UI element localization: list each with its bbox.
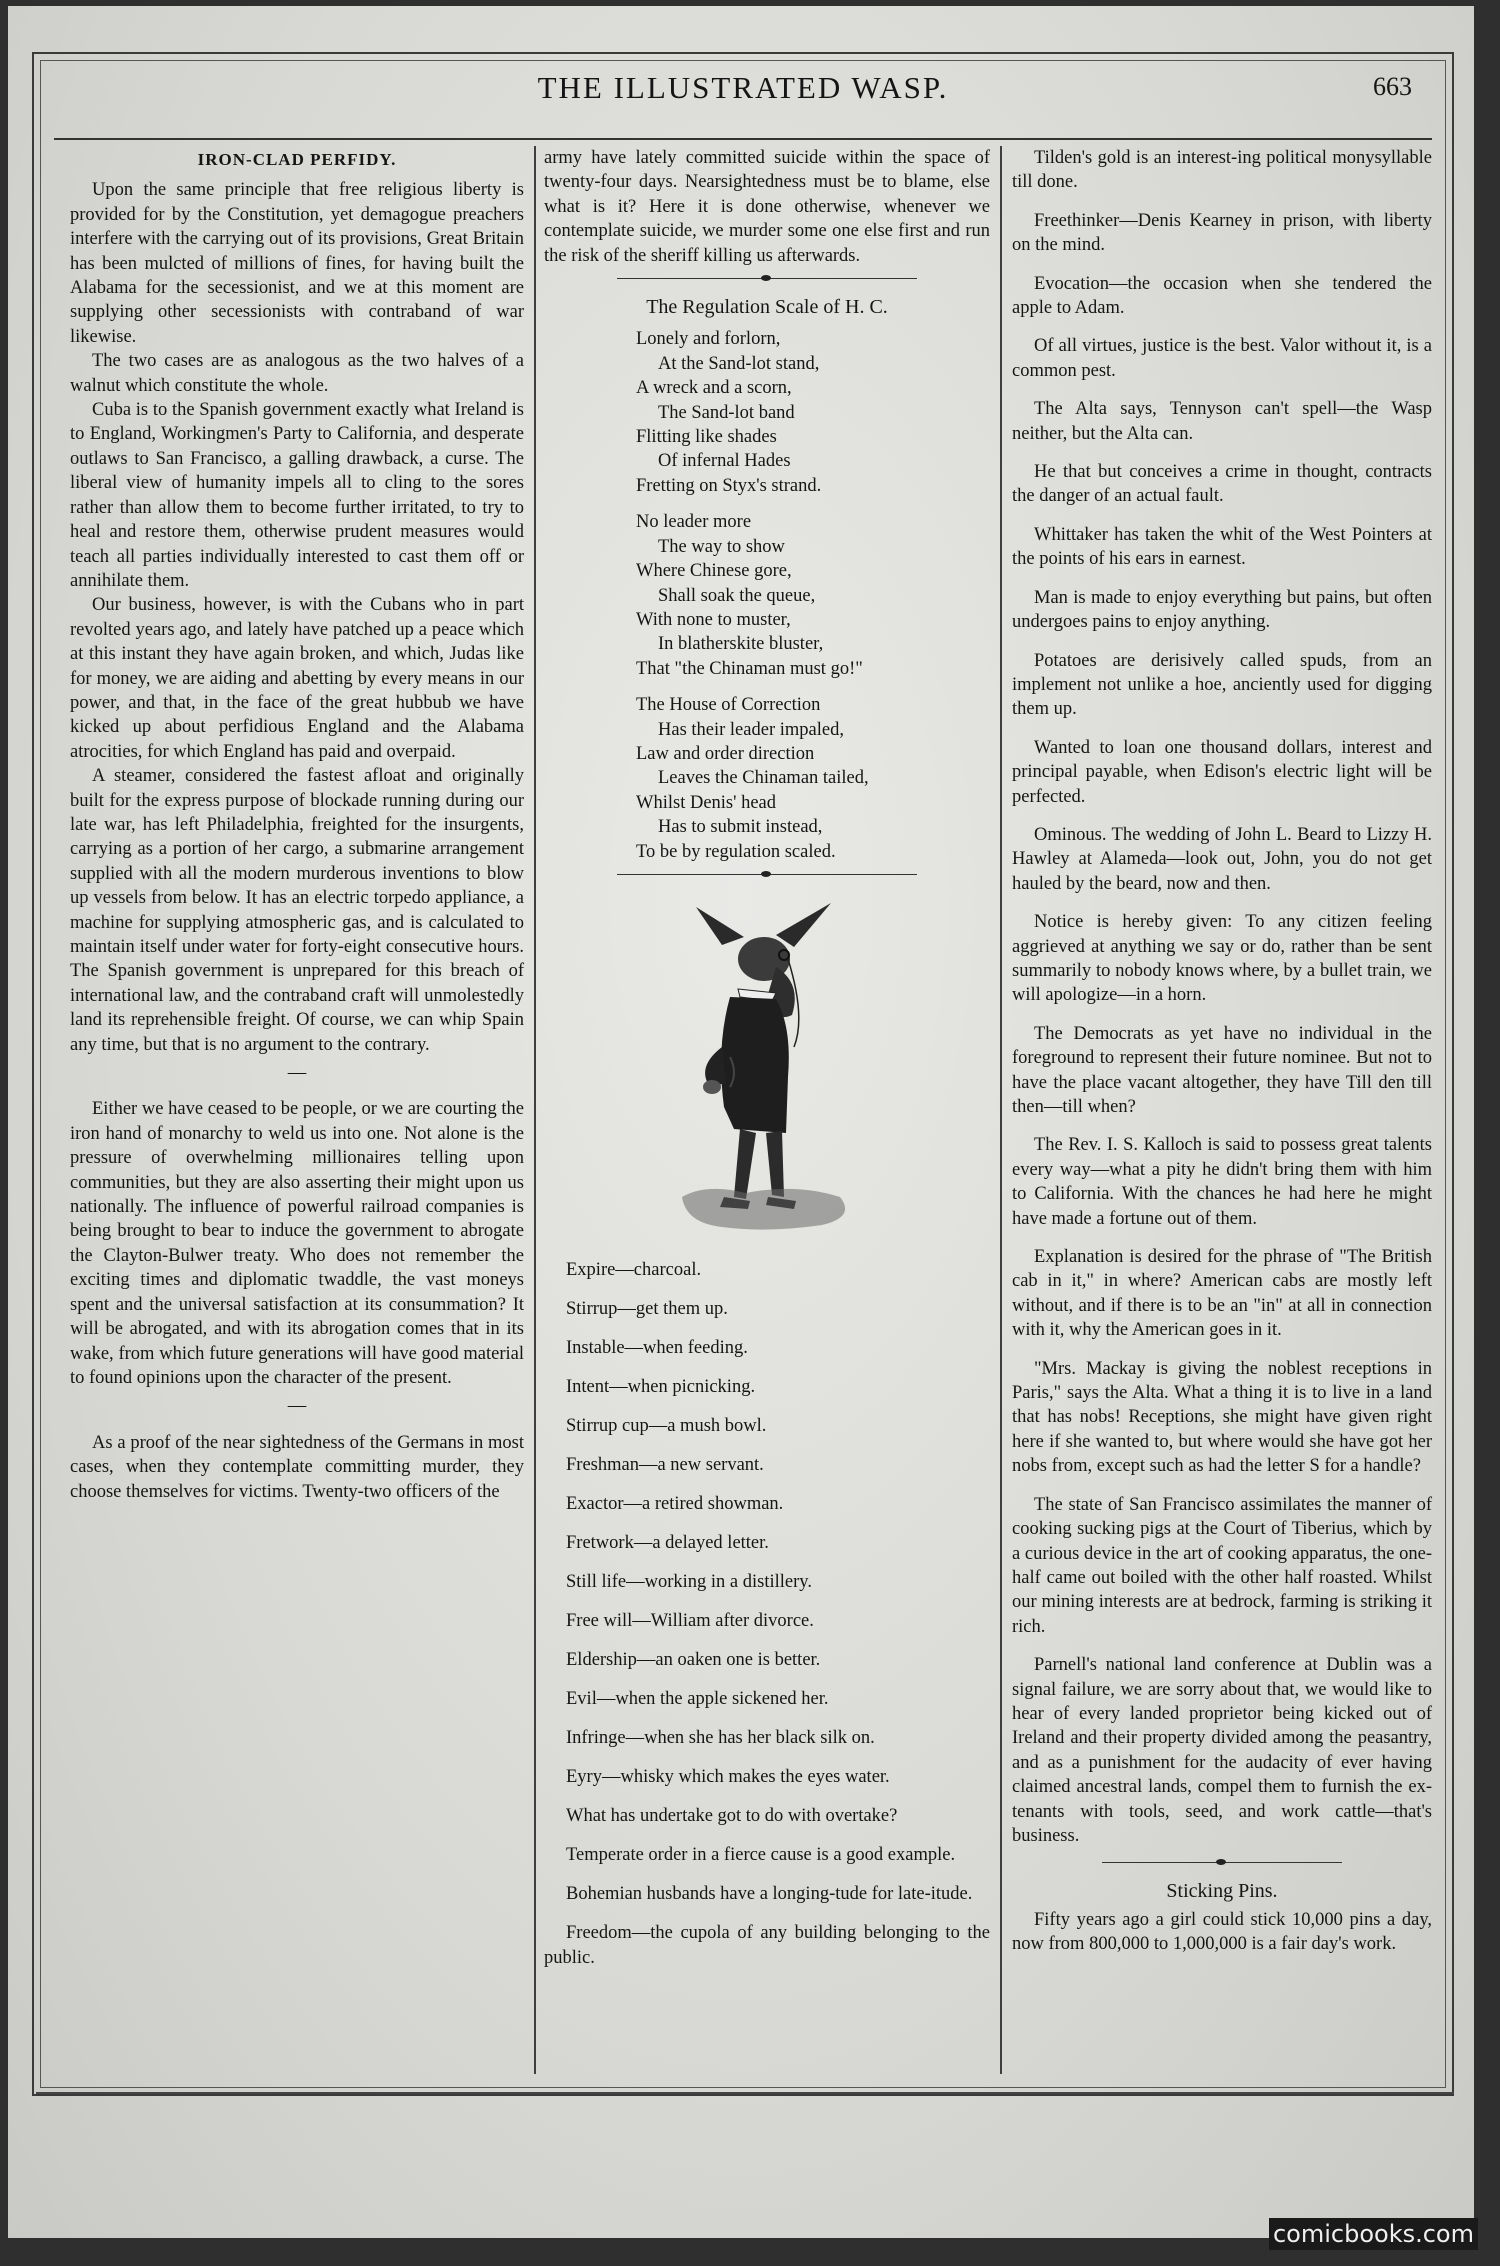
poem-line: A wreck and a scorn, bbox=[636, 378, 792, 399]
joke-item: Still life—working in a distillery. bbox=[566, 1572, 812, 1593]
joke-item: Stirrup—get them up. bbox=[566, 1299, 728, 1320]
paragraphs-list bbox=[1012, 146, 1432, 1848]
poem-line: No leader more bbox=[636, 512, 752, 533]
poem-title: The Regulation Scale of H. C. bbox=[646, 296, 888, 319]
paragraph: He that but conceives a crime in thought, contracts the danger of an actual fault. bbox=[1012, 462, 1432, 507]
ornament-divider bbox=[617, 874, 917, 879]
poem-line: Has to submit instead, bbox=[658, 817, 823, 838]
joke-item: Stirrup cup—a mush bowl. bbox=[566, 1416, 767, 1437]
poem-line: Leaves the Chinaman tailed, bbox=[658, 768, 869, 789]
poem-line: Law and order direction bbox=[636, 743, 815, 764]
section-dash: — bbox=[287, 1063, 307, 1084]
ornament-divider bbox=[1102, 1862, 1342, 1867]
poem-line: Has their leader impaled, bbox=[658, 719, 844, 740]
joke-item: Exactor—a retired showman. bbox=[566, 1494, 784, 1515]
paragraph: Parnell's national land conference at Dublin was a signal failure, we are sorry about that, we would like to hear of every landed proprietor being kicked out of Ireland and their property divided among the peasantry, and as a punishment for the audacity of ever having claimed ancestral lands, compel them to furnish the ex-tenants with tools, seed, and work cattle—that's business. bbox=[1012, 1655, 1432, 1846]
joke-item: Temperate order in a fierce cause is a good example. bbox=[566, 1845, 956, 1866]
newspaper-page bbox=[8, 6, 1474, 2238]
joke-item: Evil—when the apple sickened her. bbox=[566, 1689, 829, 1710]
poem-line: Of infernal Hades bbox=[658, 451, 791, 472]
paragraph: The Rev. I. S. Kalloch is said to possess great talents every way—what a pity he didn't bring them with him to California. With the chances he had here he might have made a fortune out of them. bbox=[1012, 1135, 1432, 1229]
jokes-list bbox=[544, 1258, 990, 1970]
paragraph: Potatoes are derisively called spuds, from an implement not unlike a hoe, anciently used for digging them up. bbox=[1012, 650, 1432, 720]
paragraph: A steamer, considered the fastest afloat and originally built for the express purpose of blockade running during our late war, has left Philadelphia, freighted for the insurgents, carrying as a portion of her cargo, a submarine arrangement supplied with all the modern murderous inventions to blow up vessels from below. It has an electric torpedo appliance, a machine for supplying atmospheric gas, and is calculated to maintain itself under water for forty-eight consecutive hours. The Spanish government is unprepared for this breach of international law, and the contraband craft will unmolestedly land its reprehensible freight. Of course, we can whip Spain any time, but that is no argument to the contrary. bbox=[70, 766, 524, 1055]
joke-item: Infringe—when she has her black silk on. bbox=[566, 1728, 875, 1749]
joke-item: Free will—William after divorce. bbox=[566, 1611, 814, 1632]
joke-item: Expire—charcoal. bbox=[566, 1260, 702, 1281]
header-rule bbox=[54, 138, 1432, 140]
paragraph: The Alta says, Tennyson can't spell—the Wasp neither, but the Alta can. bbox=[1012, 399, 1432, 444]
paragraph: The Democrats as yet have no individual in the foreground to represent their future nominee. But not to have the place vacant altogether, they have Till den till then—till when? bbox=[1012, 1023, 1432, 1117]
joke-item: Eldership—an oaken one is better. bbox=[566, 1650, 821, 1671]
paragraph: Of all virtues, justice is the best. Valor without it, is a common pest. bbox=[1012, 336, 1432, 381]
poem-line: The way to show bbox=[658, 536, 785, 557]
paragraph: Fifty years ago a girl could stick 10,000 pins a day, now from 800,000 to 1,000,000 is a fair day's work. bbox=[1012, 1909, 1432, 1955]
poem-line: In blatherskite bluster, bbox=[658, 634, 824, 655]
joke-item: What has undertake got to do with overtake? bbox=[566, 1806, 898, 1827]
paragraph: Ominous. The wedding of John L. Beard to Lizzy H. Hawley at Alameda—look out, John, you do not get hauled by the beard, now and then. bbox=[1012, 824, 1432, 894]
donkey-caricature-illustration bbox=[626, 897, 916, 1237]
column-divider bbox=[1000, 146, 1002, 2074]
poem-line: The House of Correction bbox=[636, 695, 821, 716]
joke-item: Instable—when feeding. bbox=[566, 1338, 748, 1359]
poem-line: Shall soak the queue, bbox=[658, 585, 816, 606]
paragraph: Tilden's gold is an interest-ing political monysyllable till done. bbox=[1012, 148, 1432, 193]
page-border bbox=[32, 52, 1454, 2096]
article-title: IRON-CLAD PERFIDY. bbox=[197, 150, 397, 169]
paragraph: Evocation—the occasion when she tendered the apple to Adam. bbox=[1012, 273, 1432, 319]
poem-line: Where Chinese gore, bbox=[636, 561, 792, 582]
paragraph: The state of San Francisco assimilates the manner of cooking sucking pigs at the Court of Tiberius, which by a curious device in the art of cooking apparatus, the one-half came out boiled with the other half roasted. Whilst our mining interests are at bedrock, farming is striking it rich. bbox=[1012, 1494, 1432, 1637]
joke-item: Bohemian husbands have a longing-tude for late-itude. bbox=[566, 1884, 973, 1905]
paragraph: Wanted to loan one thousand dollars, interest and principal payable, when Edison's electric light will be perfected. bbox=[1012, 737, 1432, 807]
paragraph: Either we have ceased to be people, or we are courting the iron hand of monarchy to weld us into one. Not alone is the pressure of overwhelming millionaires telling upon communities, but they are also asserting their might upon us nationally. The influence of powerful railroad companies is being brought to bear to induce the government to abrogate the Clayton-Bulwer treaty. Who does not remember the exciting times and diplomatic twaddle, the vast moneys spent and the universal satisfaction at its consummation? It will be abrogated, and with its abrogation comes that in its wake, from which future generations will have good material to found opinions upon the character of the present. bbox=[70, 1099, 524, 1388]
column-2 bbox=[544, 146, 990, 1985]
paragraph: Upon the same principle that free religious liberty is provided for by the Constitution, yet demagogue preachers interfere with the carrying out of its provisions, Great Britain has been mulcted of millions of fines, for having built the Alabama for the secessionist, and we at this moment are supplying other secessionists with contraband of war likewise. bbox=[70, 180, 524, 347]
paragraph: Freethinker—Denis Kearney in prison, with liberty on the mind. bbox=[1012, 210, 1432, 256]
poem-line: Fretting on Styx's strand. bbox=[636, 475, 822, 496]
bottom-rule bbox=[36, 2092, 1454, 2104]
poem-line: That "the Chinaman must go!" bbox=[636, 658, 863, 679]
page-number: 663 bbox=[1373, 72, 1412, 101]
poem-line: With none to muster, bbox=[636, 609, 791, 630]
paragraph: Cuba is to the Spanish government exactly what Ireland is to England, Workingmen's Party to California, and desperate outlaws to San Francisco, a galling drawback, a curse. The liberal view of humanity impels all to cling to the sores rather than allow them to become further irritated, to try to heal and restore them, otherwise prudent measures would teach all parties individually interested to cast them off or annihilate them. bbox=[70, 400, 524, 591]
ornament-divider bbox=[617, 278, 917, 283]
paragraph: Man is made to enjoy everything but pains, but often undergoes pains to enjoy anything. bbox=[1012, 587, 1432, 633]
paragraph: Whittaker has taken the whit of the West Pointers at the points of his ears in earnest. bbox=[1012, 524, 1432, 570]
poem-line: To be by regulation scaled. bbox=[636, 841, 836, 862]
poem-line: At the Sand-lot stand, bbox=[658, 353, 820, 374]
column-3 bbox=[1012, 146, 1432, 1957]
column-1 bbox=[70, 146, 524, 1504]
poem-line: The Sand-lot band bbox=[658, 402, 795, 423]
paragraph: "Mrs. Mackay is giving the noblest receptions in Paris," says the Alta. What a thing it is to live in a land that has nobs! Receptions, she might have given right here if she wanted to, but where would she have got her nobs from, except such as had the letter S for a handle? bbox=[1012, 1358, 1432, 1477]
section-dash: — bbox=[287, 1396, 307, 1417]
section-title: Sticking Pins. bbox=[1166, 1880, 1278, 1903]
watermark-text: comicbooks.com bbox=[1269, 2218, 1478, 2250]
joke-item: Freshman—a new servant. bbox=[566, 1455, 764, 1476]
joke-item: Eyry—whisky which makes the eyes water. bbox=[566, 1767, 890, 1788]
paragraph: Explanation is desired for the phrase of "The British cab in it," in where? American cabs are mostly left without, and if there is to be an "in" at all in connection with it, why the American goes in it. bbox=[1012, 1247, 1432, 1341]
joke-item: Freedom—the cupola of any building belonging to the public. bbox=[544, 1923, 990, 1968]
poem-line: Flitting like shades bbox=[636, 427, 777, 448]
paragraph: The two cases are as analogous as the two halves of a walnut which constitute the whole. bbox=[70, 351, 524, 396]
poem bbox=[636, 327, 990, 864]
paragraph: Notice is hereby given: To any citizen feeling aggrieved at anything we say or do, rather than be sent summarily to nobody knows where, by a bullet train, we will apologize—in a horn. bbox=[1012, 912, 1432, 1006]
column-divider bbox=[534, 146, 536, 2074]
paragraph: Our business, however, is with the Cubans who in part revolted years ago, and lately have patched up a peace which at this instant they have again broken, and which, Judas like for money, we are aiding and abetting by every means in our power, and that, in the face of the great hubbub we have kicked up about perfidious England and the Alabama atrocities, for which England has paid and overpaid. bbox=[70, 595, 524, 762]
joke-item: Fretwork—a delayed letter. bbox=[566, 1533, 769, 1554]
poem-line: Whilst Denis' head bbox=[636, 792, 776, 813]
masthead-title: THE ILLUSTRATED WASP. bbox=[537, 70, 949, 105]
joke-item: Intent—when picnicking. bbox=[566, 1377, 756, 1398]
paragraph: As a proof of the near sightedness of the Germans in most cases, when they contemplate committing murder, they choose themselves for victims. Twenty-two officers of the bbox=[70, 1432, 524, 1502]
poem-line: Lonely and forlorn, bbox=[636, 329, 781, 350]
paragraph: army have lately committed suicide within the space of twenty-four days. Nearsightedness must be to blame, else what is it? Here it is done otherwise, whenever we contemplate suicide, we murder some one else first and run the risk of the sheriff killing us afterwards. bbox=[544, 148, 990, 266]
